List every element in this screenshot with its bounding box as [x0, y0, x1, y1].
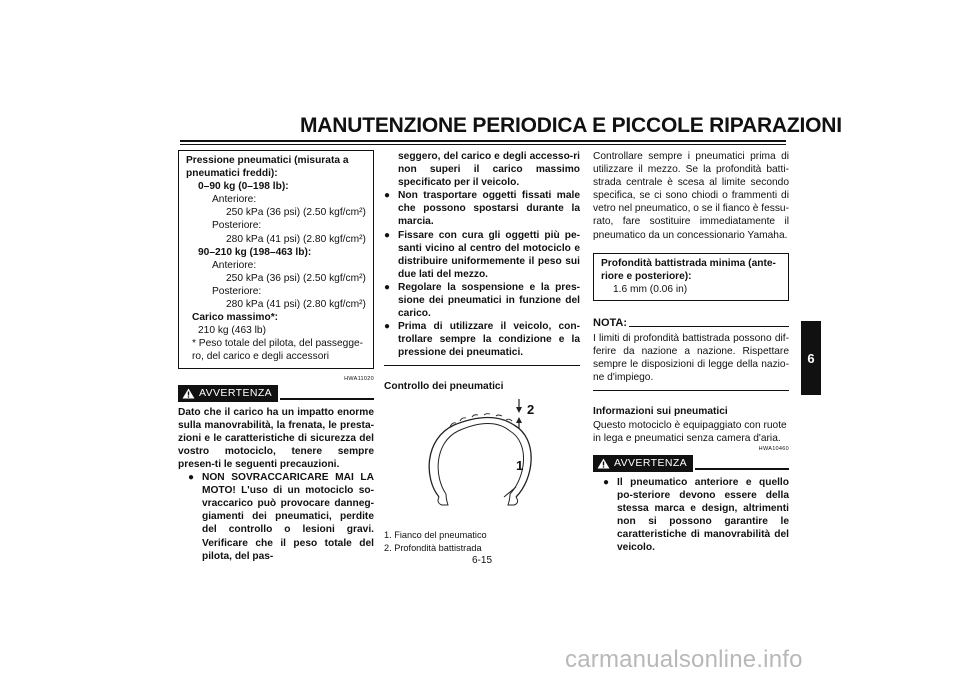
rear-label-2: Posteriore: — [212, 285, 262, 297]
warning-rule — [280, 398, 374, 400]
bullet-icon: ● — [603, 476, 610, 488]
warning-label: AVVERTENZA — [614, 456, 688, 469]
watermark: carmanualsonline.info — [565, 646, 803, 673]
page-title: MANUTENZIONE PERIODICA E PICCOLE RIPARAZIONI — [300, 114, 842, 137]
tire-pressure-box — [178, 150, 374, 369]
column-left — [178, 150, 374, 563]
warning-code-1: HWA11020 — [344, 375, 374, 382]
min-depth-title: Profondità battistrada minima (ante-riore e posteriore): — [601, 257, 776, 282]
front-value-1: 250 kPa (36 psi) (2.50 kgf/cm²) — [226, 207, 366, 219]
callout-2: 2 — [527, 402, 535, 418]
info-heading: Informazioni sui pneumatici — [593, 406, 728, 418]
title-rule — [180, 140, 786, 142]
warning-bullet-5: ● Prima di utilizzare il veicolo, con-trollare sempre la condizione e la pressione dei pneumatici. — [384, 321, 580, 359]
warning-header-1 — [178, 385, 374, 402]
warning-label: AVVERTENZA — [199, 386, 273, 399]
warning-badge — [593, 455, 693, 472]
front-value-2: 250 kPa (36 psi) (2.50 kgf/cm²) — [226, 272, 366, 284]
warning-header-2 — [593, 455, 789, 472]
warning-badge — [178, 385, 278, 402]
info-text: Questo motociclo è equipaggiato con ruote in lega e pneumatici senza camera d'aria. — [593, 419, 787, 444]
max-load-label: Carico massimo*: — [192, 312, 279, 324]
page-number: 6-15 — [471, 555, 492, 566]
max-load-value: 210 kg (463 lb) — [198, 325, 266, 337]
pressure-range-1: 0–90 kg (0–198 lb): — [198, 181, 289, 193]
warning-triangle-icon — [182, 388, 195, 399]
warning-rule — [695, 468, 789, 470]
min-depth-box — [593, 253, 789, 301]
bullet-icon: ● — [384, 190, 391, 202]
min-depth-value: 1.6 mm (0.06 in) — [613, 283, 688, 295]
chapter-tab[interactable]: 6 — [801, 321, 821, 395]
column-middle — [384, 150, 580, 555]
front-label-1: Anteriore: — [212, 194, 257, 206]
bullet-icon: ● — [384, 229, 391, 241]
front-label-2: Anteriore: — [212, 259, 257, 271]
bullet-icon: ● — [384, 321, 391, 333]
warning-code-2: HWA10460 — [758, 445, 789, 452]
warning-bullet-3: ● Fissare con cura gli oggetti più pe-santi vicino al centro del motociclo e distribuire uniformemente il peso sui due lati del mezzo. — [384, 229, 580, 280]
nota-label: NOTA: — [593, 316, 628, 329]
warning-intro: Dato che il carico ha un impatto enorme sulla manovrabilità, la frenata, le presta-zioni e le caratteristiche di sicurezza del vostro motociclo, tenere sempre presen-ti le seguenti precauzioni. — [178, 406, 374, 470]
pressure-range-2: 90–210 kg (198–463 lb): — [198, 246, 312, 258]
warning-triangle-icon — [597, 458, 610, 469]
warning-bullet-2: ● Non trasportare oggetti fissati male che possono spostarsi durante la marcia. — [384, 190, 580, 228]
rear-label-1: Posteriore: — [212, 220, 262, 232]
nota-end-rule — [593, 390, 789, 391]
rear-value-2: 280 kPa (41 psi) (2.80 kgf/cm²) — [226, 299, 366, 311]
figure-legend-1: 1. Fianco del pneumatico — [384, 530, 487, 541]
warning-end-rule — [384, 365, 580, 367]
warning-bullet-1-cont: seggero, del carico e degli accesso-ri non superi il carico massimo specificato per il veicolo. — [398, 151, 580, 189]
warning-bullet-1: ● NON SOVRACCARICARE MAI LA MOTO! L'uso di un motociclo so-vraccarico può provocare danneg-giamenti dei pneumatici, perdite del controllo o lesioni gravi. Verificare che il peso totale del pilota, del pas- — [188, 472, 374, 562]
max-load-footnote: * Peso totale del pilota, del passegge-ro, del carico e degli accessori — [192, 338, 364, 363]
title-rule-thin — [180, 144, 786, 145]
pressure-title: Pressione pneumatici (misurata a pneumatici freddi): — [186, 155, 349, 180]
nota-header — [593, 317, 789, 330]
tire-check-paragraph: Controllare sempre i pneumatici prima di utilizzare il mezzo. Se la profondità batti-strada centrale è scesa al limite secondo specifica, se ci sono chiodi o frammenti di vetro nel pneumatico, o se il fianco è fessu-rato, fare sostituire immediatamente il pneumatico da un concessionario Yamaha. — [593, 151, 789, 241]
warning-bullet-4: ● Regolare la sospensione e la pres-sione dei pneumatici in funzione del carico. — [384, 281, 580, 320]
bullet-icon: ● — [384, 281, 391, 293]
figure-legend-2: 2. Profondità battistrada — [384, 543, 482, 554]
bullet-icon: ● — [188, 472, 195, 484]
callout-1: 1 — [516, 458, 524, 474]
nota-text: I limiti di profondità battistrada possono dif-ferire da nazione a nazione. Rispettare sempre le disposizioni di legge della nazio-ne d'impiego. — [593, 333, 789, 384]
rear-value-1: 280 kPa (41 psi) (2.80 kgf/cm²) — [226, 233, 366, 245]
column-right — [593, 150, 789, 554]
nota-rule — [629, 326, 789, 327]
tire-figure — [384, 399, 580, 529]
tire-check-heading: Controllo dei pneumatici — [384, 381, 504, 392]
warning-bullet-tire-match: ● Il pneumatico anteriore e quello po-steriore devono essere della stessa marca e design, altrimenti non si possono garantire le caratteristiche di manovrabilità del veicolo. — [603, 476, 789, 554]
tire-cross-section-illustration — [384, 399, 580, 529]
